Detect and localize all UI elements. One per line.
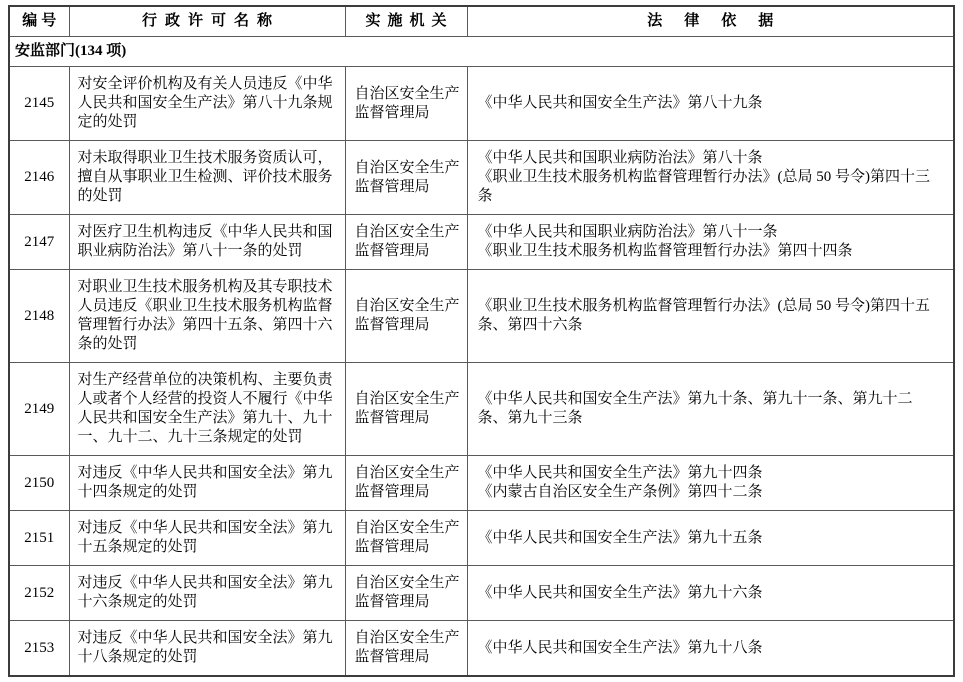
legal-basis-cell (467, 215, 954, 270)
legal-item: 《职业卫生技术服务机构监督管理暂行办法》(总局 50 号令)第四十三条 (477, 169, 930, 204)
row-id-cell: 2149 (9, 363, 69, 456)
agency-cell: 自治区安全生产监督管理局 (345, 566, 467, 621)
row-id-cell: 2151 (9, 511, 69, 566)
legal-basis-cell (467, 270, 954, 363)
legal-basis-cell (467, 67, 954, 141)
header-permit-name: 行政许可名称 (69, 6, 345, 37)
agency-cell: 自治区安全生产监督管理局 (345, 456, 467, 511)
table-row (9, 566, 954, 621)
permit-name-cell: 对违反《中华人民共和国安全法》第九十五条规定的处罚 (69, 511, 345, 566)
agency-cell: 自治区安全生产监督管理局 (345, 270, 467, 363)
agency-cell: 自治区安全生产监督管理局 (345, 363, 467, 456)
agency-cell: 自治区安全生产监督管理局 (345, 215, 467, 270)
legal-basis-cell (467, 566, 954, 621)
legal-basis-cell (467, 456, 954, 511)
permit-name-cell: 对违反《中华人民共和国安全法》第九十八条规定的处罚 (69, 621, 345, 677)
agency-cell: 自治区安全生产监督管理局 (345, 511, 467, 566)
permit-name-cell: 对职业卫生技术服务机构及其专职技术人员违反《职业卫生技术服务机构监督管理暂行办法》第四十五条、第四十六条的处罚 (69, 270, 345, 363)
permit-name-cell: 对违反《中华人民共和国安全法》第九十四条规定的处罚 (69, 456, 345, 511)
table-row (9, 270, 954, 363)
header-id: 编号 (9, 6, 69, 37)
section-row (9, 37, 954, 67)
legal-item: 《职业卫生技术服务机构监督管理暂行办法》(总局 50 号令)第四十五条、第四十六条 (477, 298, 930, 333)
table-row (9, 141, 954, 215)
agency-cell: 自治区安全生产监督管理局 (345, 621, 467, 677)
legal-item: 《中华人民共和国安全生产法》第九十八条 (477, 639, 763, 656)
row-id-cell: 2152 (9, 566, 69, 621)
legal-item: 《内蒙古自治区安全生产条例》第四十二条 (477, 484, 763, 500)
row-id-cell: 2148 (9, 270, 69, 363)
row-id-cell: 2145 (9, 67, 69, 141)
table-row (9, 363, 954, 456)
row-id-cell: 2147 (9, 215, 69, 270)
legal-item: 《中华人民共和国职业病防治法》第八十条 (477, 150, 763, 166)
header-agency: 实施机关 (345, 6, 467, 37)
administrative-permits-table (8, 5, 955, 677)
table-row (9, 456, 954, 511)
legal-item: 《中华人民共和国安全生产法》第八十九条 (477, 95, 763, 111)
table-row (9, 67, 954, 141)
table-header (9, 6, 954, 37)
legal-basis-cell (467, 141, 954, 215)
table-row (9, 511, 954, 566)
permit-name-cell: 对生产经营单位的决策机构、主要负责人或者个人经营的投资人不履行《中华人民共和国安全生产法》第九十、九十一、九十二、九十三条规定的处罚 (69, 363, 345, 456)
agency-cell: 自治区安全生产监督管理局 (345, 67, 467, 141)
legal-item: 《中华人民共和国职业病防治法》第八十一条 (477, 224, 778, 240)
table-row (9, 215, 954, 270)
row-id-cell: 2153 (9, 621, 69, 677)
header-legal-basis: 法律依据 (467, 6, 954, 37)
legal-item: 《中华人民共和国安全生产法》第九十四条 (477, 465, 763, 481)
permit-name-cell: 对未取得职业卫生技术服务资质认可，擅自从事职业卫生检测、评价技术服务的处罚 (69, 141, 345, 215)
agency-cell: 自治区安全生产监督管理局 (345, 141, 467, 215)
legal-item: 《中华人民共和国安全生产法》第九十条、第九十一条、第九十二条、第九十三条 (477, 391, 913, 426)
row-id-cell: 2146 (9, 141, 69, 215)
legal-item: 《中华人民共和国安全生产法》第九十六条 (477, 584, 763, 601)
legal-basis-cell (467, 511, 954, 566)
permit-name-cell: 对医疗卫生机构违反《中华人民共和国职业病防治法》第八十一条的处罚 (69, 215, 345, 270)
permit-name-cell: 对违反《中华人民共和国安全法》第九十六条规定的处罚 (69, 566, 345, 621)
header-row (9, 6, 954, 37)
legal-basis-cell (467, 363, 954, 456)
table-body (9, 37, 954, 677)
legal-item: 《职业卫生技术服务机构监督管理暂行办法》第四十四条 (477, 243, 853, 259)
row-id-cell: 2150 (9, 456, 69, 511)
section-label: 安监部门(134 项) (9, 37, 954, 67)
permit-name-cell: 对安全评价机构及有关人员违反《中华人民共和国安全生产法》第八十九条规定的处罚 (69, 67, 345, 141)
legal-item: 《中华人民共和国安全生产法》第九十五条 (477, 529, 763, 546)
